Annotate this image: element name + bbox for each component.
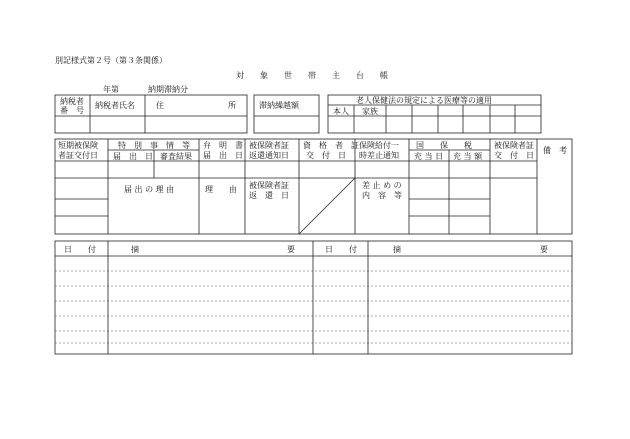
qualification-label-2: 交 付 日 xyxy=(306,151,346,160)
log-summary-label-2b: 要 xyxy=(540,245,548,254)
cert-issue-label-1: 被保険者証 xyxy=(494,141,534,150)
year-label: 年第 xyxy=(103,85,119,94)
return-date-label-2: 返 還 日 xyxy=(249,191,289,200)
applied-amount-label: 充 当 額 xyxy=(453,152,483,161)
remarks-label: 備 考 xyxy=(543,146,567,155)
return-date-label-1: 被保険者証 xyxy=(249,181,289,190)
withheld-label-1: 差 止 め の xyxy=(362,181,402,190)
taxpayer-name-label: 納税者氏名 xyxy=(95,101,135,110)
address-label-1: 住 xyxy=(156,101,164,110)
return-notice-label-2: 返還通知日 xyxy=(249,151,289,160)
page-title: 対 象 世 帯 主 台 帳 xyxy=(236,71,388,80)
short-term-cert-label-1: 短期被保険 xyxy=(58,141,98,150)
nhi-tax-label: 国 保 税 xyxy=(416,141,472,150)
arrears-label: 滞納繰越額 xyxy=(259,101,299,110)
installment-label: 納期滞納分 xyxy=(148,85,188,94)
withheld-label-2: 内 容 等 xyxy=(362,191,402,200)
cert-issue-label-2: 交 付 日 xyxy=(494,151,534,160)
log-date-label-1: 日 付 xyxy=(64,245,96,254)
log-summary-label-1b: 要 xyxy=(287,245,295,254)
review-result-label: 審査結果 xyxy=(160,152,192,161)
filing-reason-label-2: 理 由 xyxy=(205,185,237,194)
applied-date-label: 充 当 日 xyxy=(414,152,444,161)
family-label: 家族 xyxy=(362,107,378,116)
taxpayer-no-label-1: 納税者 xyxy=(60,97,84,106)
return-notice-label-1: 被保険者証 xyxy=(249,141,289,150)
form-number: 別記様式第２号（第３条関係） xyxy=(55,56,167,65)
log-summary-label-1a: 摘 xyxy=(131,245,139,254)
log-date-label-2: 日 付 xyxy=(325,245,357,254)
short-term-cert-label-2: 者証交付日 xyxy=(58,151,98,160)
log-summary-label-2a: 摘 xyxy=(393,245,401,254)
qualification-label-1: 資 格 者 証 xyxy=(303,141,359,150)
address-label-2: 所 xyxy=(228,101,236,110)
special-circumstances-label: 特 別 事 情 等 xyxy=(118,141,190,150)
taxpayer-no-label-2: 番 号 xyxy=(60,106,84,115)
benefit-suspend-label-2: 時差止通知 xyxy=(359,151,399,160)
benefit-suspend-label-1: 保険給付一 xyxy=(359,141,399,150)
explanation-label: 弁 明 書 xyxy=(203,141,243,150)
filing-reason-label-1: 届 出 の 理 由 xyxy=(124,185,175,194)
elderly-law-label: 老人保健法の規定による医療等の適用 xyxy=(356,96,492,105)
filing-date-label: 届 出 日 xyxy=(113,152,153,161)
principal-label: 本人 xyxy=(333,107,349,116)
explanation-filing-date-label: 届 出 日 xyxy=(203,151,243,160)
